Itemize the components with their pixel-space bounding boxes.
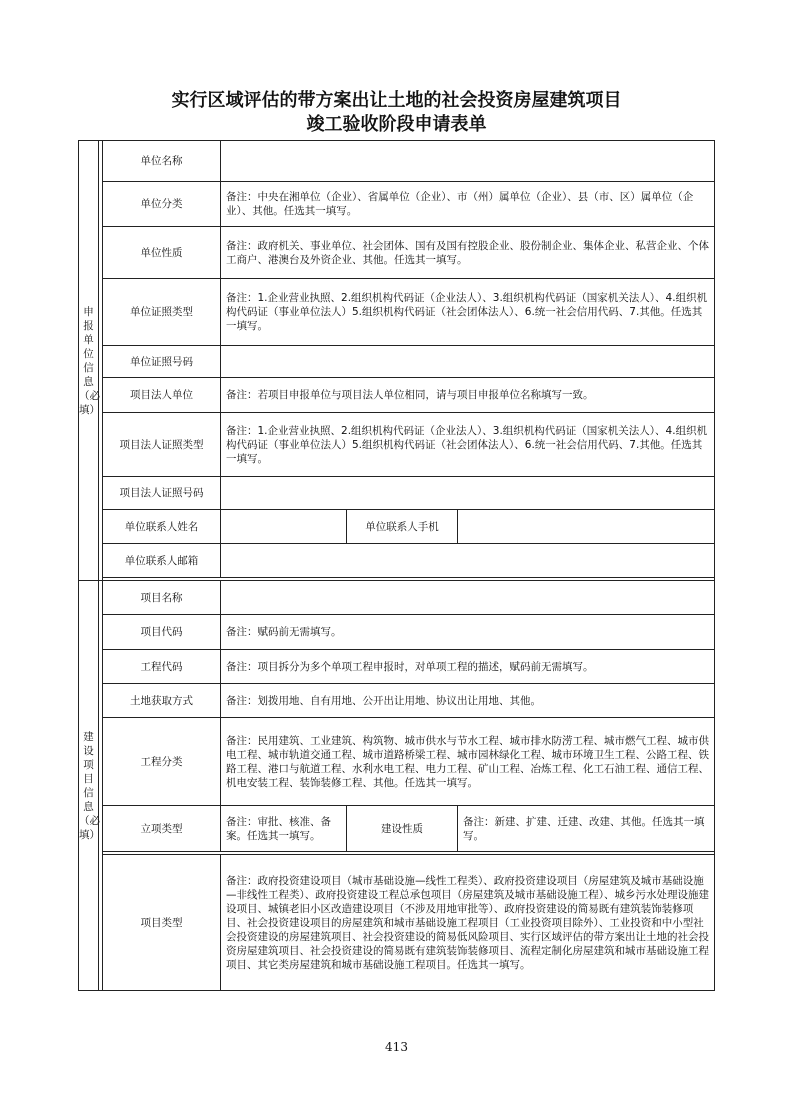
legal-license-number-field[interactable] [221,477,715,510]
row-label: 单位联系人手机 [347,510,458,544]
form-row-unit-nature [79,227,715,279]
row-label: 建设性质 [347,806,458,852]
form-row-unit-name [79,141,715,182]
row-label: 项目法人证照类型 [103,413,221,477]
row-label: 项目名称 [103,581,221,615]
form-row-project-legal-entity [79,378,715,413]
row-label: 立项类型 [103,806,221,852]
approval-type-field[interactable]: 备注：审批、核准、备案。任选其一填写。 [221,806,347,852]
form-row-engineering-code [79,650,715,684]
row-label: 项目代码 [103,615,221,650]
row-label: 单位分类 [103,182,221,227]
unit-license-type-field[interactable]: 备注：1.企业营业执照、2.组织机构代码证（企业法人）、3.组织机构代码证（国家机关法人）、4.组织机构代码证（事业单位法人）5.组织机构代码证（社会团体法人）、6.统一社会信用代码、7.其他。任选其一填写。 [221,279,715,346]
unit-nature-field[interactable]: 备注：政府机关、事业单位、社会团体、国有及国有控股企业、股份制企业、集体企业、私营企业、个体工商户、港澳台及外资企业、其他。任选其一填写。 [221,227,715,279]
unit-name-field[interactable] [221,141,715,182]
row-label: 单位证照类型 [103,279,221,346]
form-row-unit-category [79,182,715,227]
legal-license-type-field[interactable]: 备注：1.企业营业执照、2.组织机构代码证（企业法人）、3.组织机构代码证（国家机关法人）、4.组织机构代码证（事业单位法人）5.组织机构代码证（社会团体法人）、6.统一社会信用代码、7.其他。任选其一填写。 [221,413,715,477]
row-label: 单位名称 [103,141,221,182]
contact-name-field[interactable] [221,510,347,544]
document-title-line2: 竣工验收阶段申请表单 [306,114,487,135]
row-label: 单位性质 [103,227,221,279]
row-label: 项目法人单位 [103,378,221,413]
application-form-table [78,140,715,991]
form-row-engineering-category [79,718,715,806]
row-label: 单位联系人姓名 [103,510,221,544]
form-row-land-acquisition [79,684,715,718]
project-type-field[interactable]: 备注：政府投资建设项目（城市基础设施—线性工程类）、政府投资建设项目（房屋建筑及城市基础设施—非线性工程类）、政府投资建设工程总承包项目（房屋建筑及城市基础设施工程）、城乡污水处理设施建设项目、城镇老旧小区改造建设项目（不涉及用地审批等）、政府投资建设的简易既有建筑装饰装修项目、社会投资建设项目的房屋建筑和城市基础设施工程项目（工业投资项目除外）、工业投资和中小型社会投资建设的房屋建筑项目、社会投资建设的简易低风险项目、实行区域评估的带方案出让土地的社会投资房屋建筑项目、社会投资建设的简易既有建筑装饰装修项目、流程定制化房屋建筑和城市基础设施工程项目、其它类房屋建筑和城市基础设施工程项目。任选其一填写。 [221,855,715,991]
project-legal-entity-field[interactable]: 备注：若项目申报单位与项目法人单位相同，请与项目申报单位名称填写一致。 [221,378,715,413]
project-code-field[interactable]: 备注：赋码前无需填写。 [221,615,715,650]
section-label-applicant: 申报单位信息（必填） [79,141,99,581]
project-name-field[interactable] [221,581,715,615]
form-row-unit-license-number [79,346,715,378]
row-label: 工程代码 [103,650,221,684]
land-acquisition-field[interactable]: 备注：划拨用地、自有用地、公开出让用地、协议出让用地、其他。 [221,684,715,718]
form-row-contact-email [79,544,715,578]
form-row-project-name [79,581,715,615]
form-row-contact [79,510,715,544]
row-label: 土地获取方式 [103,684,221,718]
unit-license-number-field[interactable] [221,346,715,378]
engineering-category-field[interactable]: 备注：民用建筑、工业建筑、构筑物、城市供水与节水工程、城市排水防涝工程、城市燃气工程、城市供电工程、城市轨道交通工程、城市道路桥梁工程、城市园林绿化工程、城市环境卫生工程、公路工程、铁路工程、港口与航道工程、水利水电工程、电力工程、矿山工程、冶炼工程、化工石油工程、通信工程、机电安装工程、装饰装修工程、其他。任选其一填写。 [221,718,715,806]
row-label: 项目类型 [103,855,221,991]
row-label: 单位联系人邮箱 [103,544,221,578]
row-label: 项目法人证照号码 [103,477,221,510]
form-row-legal-license-type [79,413,715,477]
form-row-unit-license-type [79,279,715,346]
row-label: 单位证照号码 [103,346,221,378]
engineering-code-field[interactable]: 备注：项目拆分为多个单项工程申报时，对单项工程的描述，赋码前无需填写。 [221,650,715,684]
document-title-line1: 实行区域评估的带方案出让土地的社会投资房屋建筑项目 [171,90,622,111]
page-number: 413 [385,1040,408,1054]
contact-phone-field[interactable] [458,510,715,544]
form-row-project-type [79,855,715,991]
form-row-legal-license-number [79,477,715,510]
construction-nature-field[interactable]: 备注：新建、扩建、迁建、改建、其他。任选其一填写。 [458,806,715,852]
contact-email-field[interactable] [221,544,715,578]
row-label: 工程分类 [103,718,221,806]
form-row-project-code [79,615,715,650]
unit-category-field[interactable]: 备注：中央在湘单位（企业）、省属单位（企业）、市（州）属单位（企业）、县（市、区）属单位（企业）、其他。任选其一填写。 [221,182,715,227]
section-label-project: 建设项目信息（必填） [79,581,99,991]
form-row-approval-type [79,806,715,852]
